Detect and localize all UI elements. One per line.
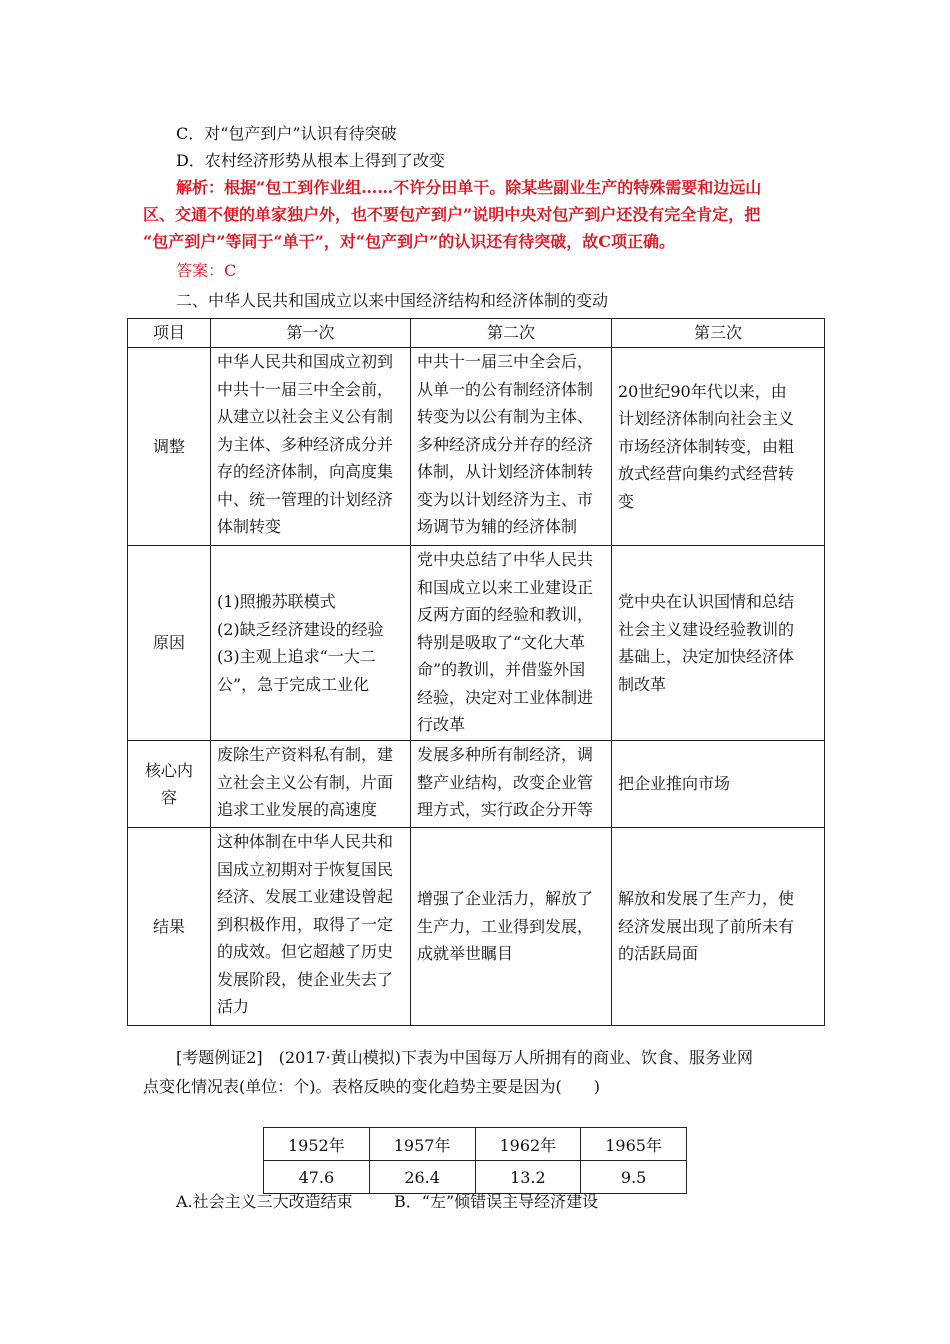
cell-line: (3)主观上追求“一大二 bbox=[217, 647, 376, 666]
row-label-line: 核心内 bbox=[144, 760, 193, 780]
row-label-line: 容 bbox=[160, 788, 177, 807]
cell-line: 多种经济成分并存的经济 bbox=[417, 434, 594, 454]
cell-line: 行改革 bbox=[417, 715, 466, 734]
option-c: C．对“包产到户”认识有待突破 bbox=[176, 124, 397, 143]
cell-line: 计划经济体制向社会主义 bbox=[618, 409, 795, 429]
cell-line: 立社会主义公有制，片面 bbox=[217, 772, 394, 792]
cell-line: 追求工业发展的高速度 bbox=[217, 800, 378, 819]
table-row bbox=[264, 1161, 687, 1194]
cell-line: 发展多种所有制经济，调 bbox=[417, 745, 594, 764]
cell-line: 命”的教训，并借鉴外国 bbox=[417, 660, 586, 679]
cell-line: 成就举世瞩目 bbox=[417, 944, 514, 964]
cell bbox=[411, 741, 612, 828]
year-cell: 1965年 bbox=[581, 1128, 687, 1161]
cell-line: 中华人民共和国成立初到 bbox=[217, 352, 394, 371]
cell-line: 的成效。但它超越了历史 bbox=[217, 942, 394, 961]
row-label: 原因 bbox=[128, 546, 211, 741]
cell-line: 场调节为辅的经济体制 bbox=[417, 517, 578, 536]
cell-line: 活力 bbox=[217, 997, 250, 1016]
cell-line: 体制转变 bbox=[217, 517, 282, 536]
table-row bbox=[264, 1128, 687, 1161]
example-line-1: [考题例证2] (2017·黄山模拟)下表为中国每万人所拥有的商业、饮食、服务业网 bbox=[176, 1048, 753, 1067]
cell-line: 废除生产资料私有制，建 bbox=[217, 745, 394, 764]
cell-line: 特别是吸取了“文化大革 bbox=[417, 632, 586, 652]
cell bbox=[211, 828, 411, 1026]
cell-line: 生产力，工业得到发展， bbox=[417, 916, 594, 936]
value-cell: 9.5 bbox=[581, 1161, 687, 1194]
cell bbox=[411, 348, 612, 546]
header-first: 第一次 bbox=[211, 319, 411, 348]
year-cell: 1962年 bbox=[475, 1128, 581, 1161]
outlets-table bbox=[263, 1127, 687, 1194]
cell-line: 中共十一届三中全会前， bbox=[217, 379, 394, 399]
cell-line: (1)照搬苏联模式 bbox=[217, 592, 336, 611]
economic-structure-table bbox=[127, 318, 825, 1026]
option-a: A.社会主义三大改造结束 bbox=[176, 1192, 353, 1211]
cell-line: 变为以计划经济为主、市 bbox=[417, 489, 594, 509]
cell-line: 社会主义建设经验教训的 bbox=[618, 619, 795, 639]
cell-line: 国成立初期对于恢复国民 bbox=[217, 859, 394, 879]
table-row bbox=[128, 828, 825, 1026]
cell-line: 理方式，实行政企分开等 bbox=[417, 800, 594, 819]
cell-line: 的活跃局面 bbox=[618, 944, 699, 964]
cell-line: 党中央总结了中华人民共 bbox=[417, 550, 594, 569]
table-row bbox=[128, 546, 825, 741]
cell-line: 中、统一管理的计划经济 bbox=[217, 489, 394, 509]
row-label bbox=[128, 741, 211, 828]
year-cell: 1952年 bbox=[264, 1128, 370, 1161]
cell bbox=[612, 828, 825, 1026]
cell bbox=[411, 546, 612, 741]
cell-line: 转变为以公有制为主体、 bbox=[417, 407, 594, 426]
cell-line: 公”，急于完成工业化 bbox=[217, 674, 370, 694]
header-item: 项目 bbox=[128, 319, 211, 348]
cell-line: 中共十一届三中全会后， bbox=[417, 352, 594, 371]
value-cell: 26.4 bbox=[369, 1161, 475, 1194]
cell-line: 解放和发展了生产力，使 bbox=[618, 889, 795, 909]
cell-line: 发展阶段，使企业失去了 bbox=[217, 969, 394, 989]
cell-line: 存的经济体制，向高度集 bbox=[217, 462, 394, 481]
cell-line: 到积极作用，取得了一定 bbox=[217, 914, 394, 934]
cell-line: 整产业结构，改变企业管 bbox=[417, 772, 594, 792]
table-row bbox=[128, 741, 825, 828]
value-cell: 13.2 bbox=[475, 1161, 581, 1194]
cell-line: 经济发展出现了前所未有 bbox=[618, 916, 795, 936]
header-second: 第二次 bbox=[411, 319, 612, 348]
cell-line: 变 bbox=[618, 491, 635, 511]
value-cell: 47.6 bbox=[264, 1161, 370, 1194]
cell bbox=[612, 546, 825, 741]
cell bbox=[612, 741, 825, 828]
cell-line: 制改革 bbox=[618, 674, 667, 694]
section-title: 二、中华人民共和国成立以来中国经济结构和经济体制的变动 bbox=[176, 291, 609, 310]
year-cell: 1957年 bbox=[369, 1128, 475, 1161]
option-b: B．“左”倾错误主导经济建设 bbox=[394, 1192, 599, 1211]
cell-line: 放式经营向集约式经营转 bbox=[618, 464, 795, 484]
table-header-row bbox=[128, 319, 825, 348]
row-label: 结果 bbox=[128, 828, 211, 1026]
cell-line: 把企业推向市场 bbox=[618, 774, 731, 794]
cell-line: 从建立以社会主义公有制 bbox=[217, 407, 394, 426]
cell-line: 经济、发展工业建设曾起 bbox=[217, 887, 394, 906]
cell-line: 党中央在认识国情和总结 bbox=[618, 592, 795, 611]
analysis-line-1: 解析：根据“包工到作业组……不许分田单干。除某些副业生产的特殊需要和边远山 bbox=[176, 178, 762, 197]
analysis-line-2: 区、交通不便的单家独户外，也不要包产到户”说明中央对包产到户还没有完全肯定，把 bbox=[143, 205, 761, 224]
cell-line: 和国成立以来工业建设正 bbox=[417, 577, 594, 597]
example-line-2: 点变化情况表(单位：个)。表格反映的变化趋势主要是因为( ) bbox=[143, 1077, 600, 1096]
cell-line: 为主体、多种经济成分并 bbox=[217, 434, 394, 454]
cell-line: 反两方面的经验和教训， bbox=[417, 605, 594, 624]
cell bbox=[411, 828, 612, 1026]
cell bbox=[612, 348, 825, 546]
cell bbox=[211, 546, 411, 741]
cell-line: 市场经济体制转变，由粗 bbox=[618, 436, 795, 456]
cell-line: (2)缺乏经济建设的经验 bbox=[217, 619, 384, 639]
row-label: 调整 bbox=[128, 348, 211, 546]
cell-line: 这种体制在中华人民共和 bbox=[217, 832, 394, 851]
analysis-line-3: “包产到户”等同于“单干”，对“包产到户”的认识还有待突破，故C项正确。 bbox=[143, 232, 675, 251]
cell-line: 经验，决定对工业体制进 bbox=[417, 687, 594, 707]
option-d: D．农村经济形势从根本上得到了改变 bbox=[176, 151, 445, 170]
answer: 答案：C bbox=[176, 261, 237, 280]
cell bbox=[211, 348, 411, 546]
cell-line: 增强了企业活力，解放了 bbox=[417, 889, 594, 909]
cell bbox=[211, 741, 411, 828]
cell-line: 基础上，决定加快经济体 bbox=[618, 647, 795, 666]
cell-line: 20世纪90年代以来，由 bbox=[618, 381, 787, 401]
table-row bbox=[128, 348, 825, 546]
cell-line: 体制，从计划经济体制转 bbox=[417, 462, 594, 481]
cell-line: 从单一的公有制经济体制 bbox=[417, 379, 594, 399]
header-third: 第三次 bbox=[612, 319, 825, 348]
